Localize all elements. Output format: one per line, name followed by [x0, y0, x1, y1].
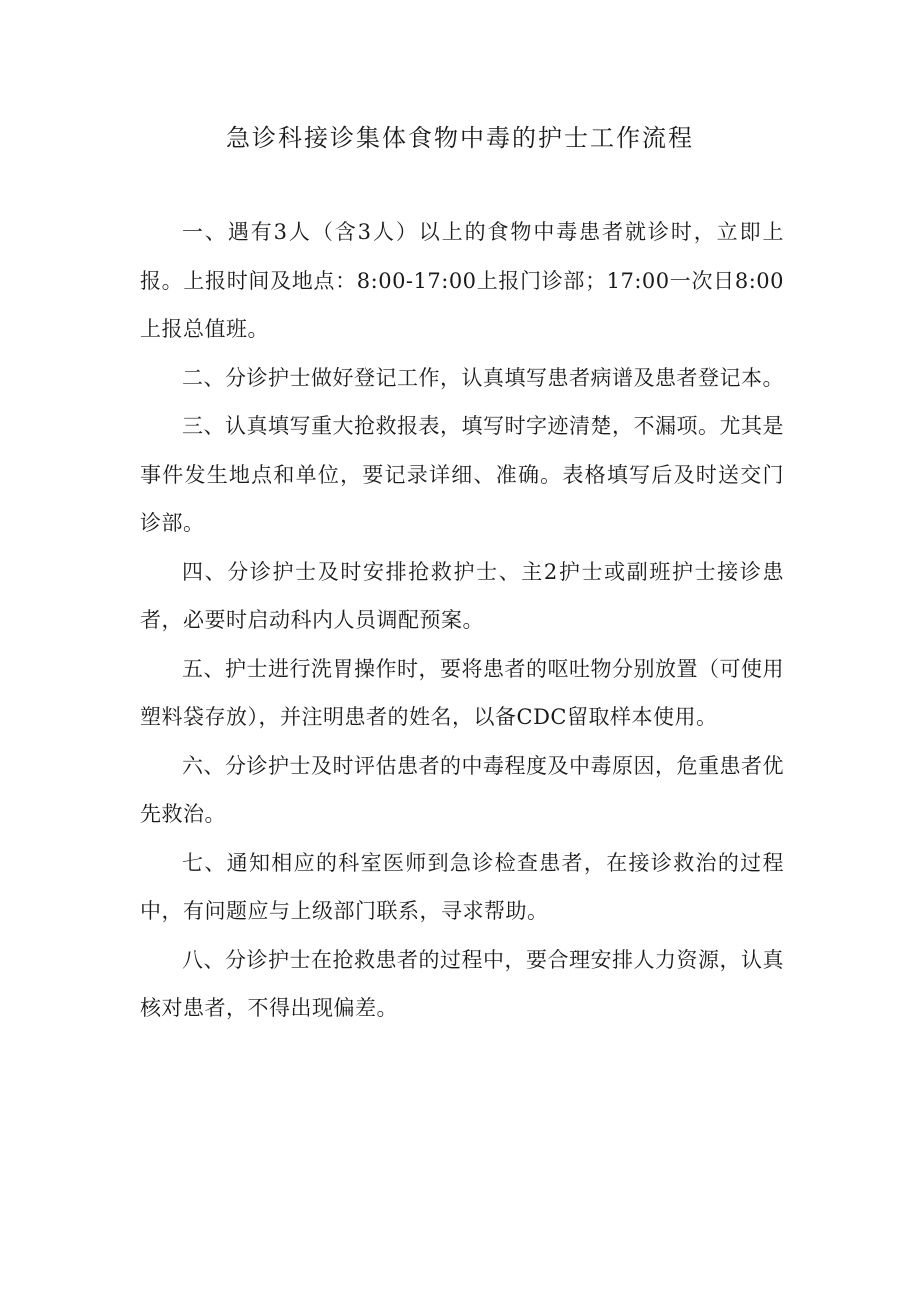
- paragraph-6: 六、分诊护士及时评估患者的中毒程度及中毒原因，危重患者优先救治。: [140, 753, 784, 826]
- paragraph-5: 五、护士进行洗胃操作时，要将患者的呕吐物分别放置（可使用塑料袋存放），并注明患者的姓名，以备CDC留取样本使用。: [140, 656, 784, 729]
- document-body: [140, 208, 784, 1033]
- paragraph-1: 一、遇有3人（含3人）以上的食物中毒患者就诊时，立即上报。上报时间及地点：8:00-17:00上报门诊部；17:00一次日8:00上报总值班。: [140, 220, 784, 341]
- paragraph-7: 七、通知相应的科室医师到急诊检查患者，在接诊救治的过程中，有问题应与上级部门联系，寻求帮助。: [140, 850, 784, 923]
- paragraph-2: 二、分诊护士做好登记工作，认真填写患者病谱及患者登记本。: [182, 365, 784, 390]
- paragraph-3: 三、认真填写重大抢救报表，填写时字迹清楚，不漏项。尤其是事件发生地点和单位，要记录详细、准确。表格填写后及时送交门诊部。: [140, 414, 784, 535]
- paragraph-4: 四、分诊护士及时安排抢救护士、主2护士或副班护士接诊患者，必要时启动科内人员调配预案。: [140, 559, 784, 632]
- document-title: 急诊科接诊集体食物中毒的护士工作流程: [226, 124, 694, 152]
- paragraph-8: 八、分诊护士在抢救患者的过程中，要合理安排人力资源，认真核对患者，不得出现偏差。: [140, 947, 784, 1020]
